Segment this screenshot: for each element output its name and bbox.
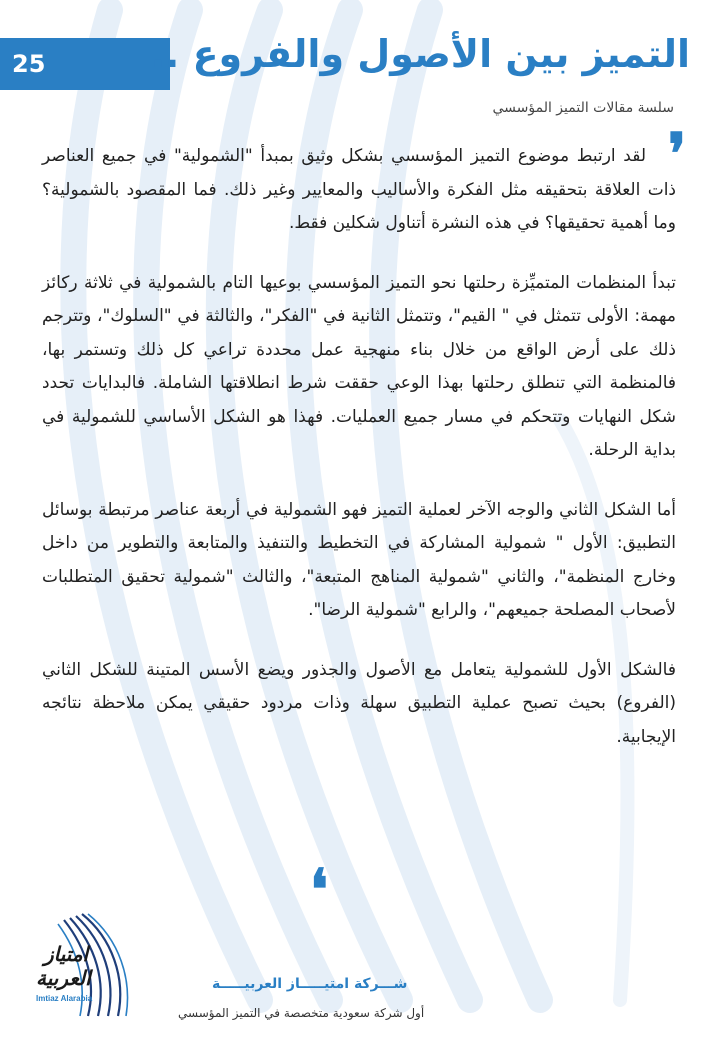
footer-company-name: شـــركة امتيـــــاز العربيـــــة [212, 976, 408, 992]
paragraph-4: فالشكل الأول للشمولية يتعامل مع الأصول والجذور ويضع الأسس المتينة للشكل الثاني (الفروع) بحيث تصبح عملية التطبيق سهلة وذات مردود حقيقي يمكن ملاحظة نتائجه الإيجابية. [42, 659, 676, 747]
logo-text-arabic-1: امتياز [44, 942, 89, 966]
paragraph-2: تبدأ المنظمات المتميِّزة رحلتها نحو التميز المؤسسي بوعيها التام بالشمولية في ثلاثة ركائز مهمة: الأولى تتمثل في " القيم"، وتتمثل الثانية في "الفكر"، والثالثة في "السلوك"، وتترجم ذلك على أرض الواقع من خلال بناء منهجية عمل محددة تراعي كل ذلك وتستمر بها، فالمنظمة التي تنطلق رحلتها بهذا الوعي حققت شرط انطلاقتها الشاملة. فالبدايات تحدد شكل النهايات وتتحكم في مسار جميع العمليات. فهذا هو الشكل الأساسي للشمولية في بداية الرحلة. [42, 272, 676, 460]
series-subtitle: سلسة مقالات التميز المؤسسي [492, 100, 674, 116]
paragraph-1: لقد ارتبط موضوع التميز المؤسسي بشكل وثيق بمبدأ "الشمولية" في جميع العناصر ذات العلاقة بتحقيقه مثل الفكرة والأساليب والمعايير وغير ذلك. فما المقصود بالشمولية؟ وما أهمية تحقيقها؟ في هذه النشرة أتناول شكلين فقط. [42, 146, 676, 233]
paragraph-3: أما الشكل الثاني والوجه الآخر لعملية التميز فهو الشمولية في أربعة عناصر مرتبطة بوسائل التطبيق: الأول " شمولية المشاركة في التخطيط والتنفيذ والمتابعة والتطوير من داخل وخارج المنظمة"، والثاني "شمولية المناهج المتبعة"، والثالث "شمولية تحقيق المتطلبات لأصحاب المصلحة جميعهم"، والرابع "شمولية الرضا". [42, 499, 676, 620]
page-number-badge [0, 38, 170, 90]
footer-tagline: أول شركة سعودية متخصصة في التميز المؤسسي [178, 1006, 425, 1020]
company-logo [22, 908, 134, 1020]
page-number: 25 [12, 50, 46, 78]
page-title: التميز بين الأصول والفروع .. [150, 32, 690, 76]
logo-text-latin: Imtiaz Alarabia [36, 994, 93, 1003]
close-quote-icon: ❛ [310, 857, 329, 923]
open-quote-icon: ❜ [667, 121, 686, 187]
article-body [42, 140, 676, 780]
logo-text-arabic-2: العربية [36, 966, 91, 990]
